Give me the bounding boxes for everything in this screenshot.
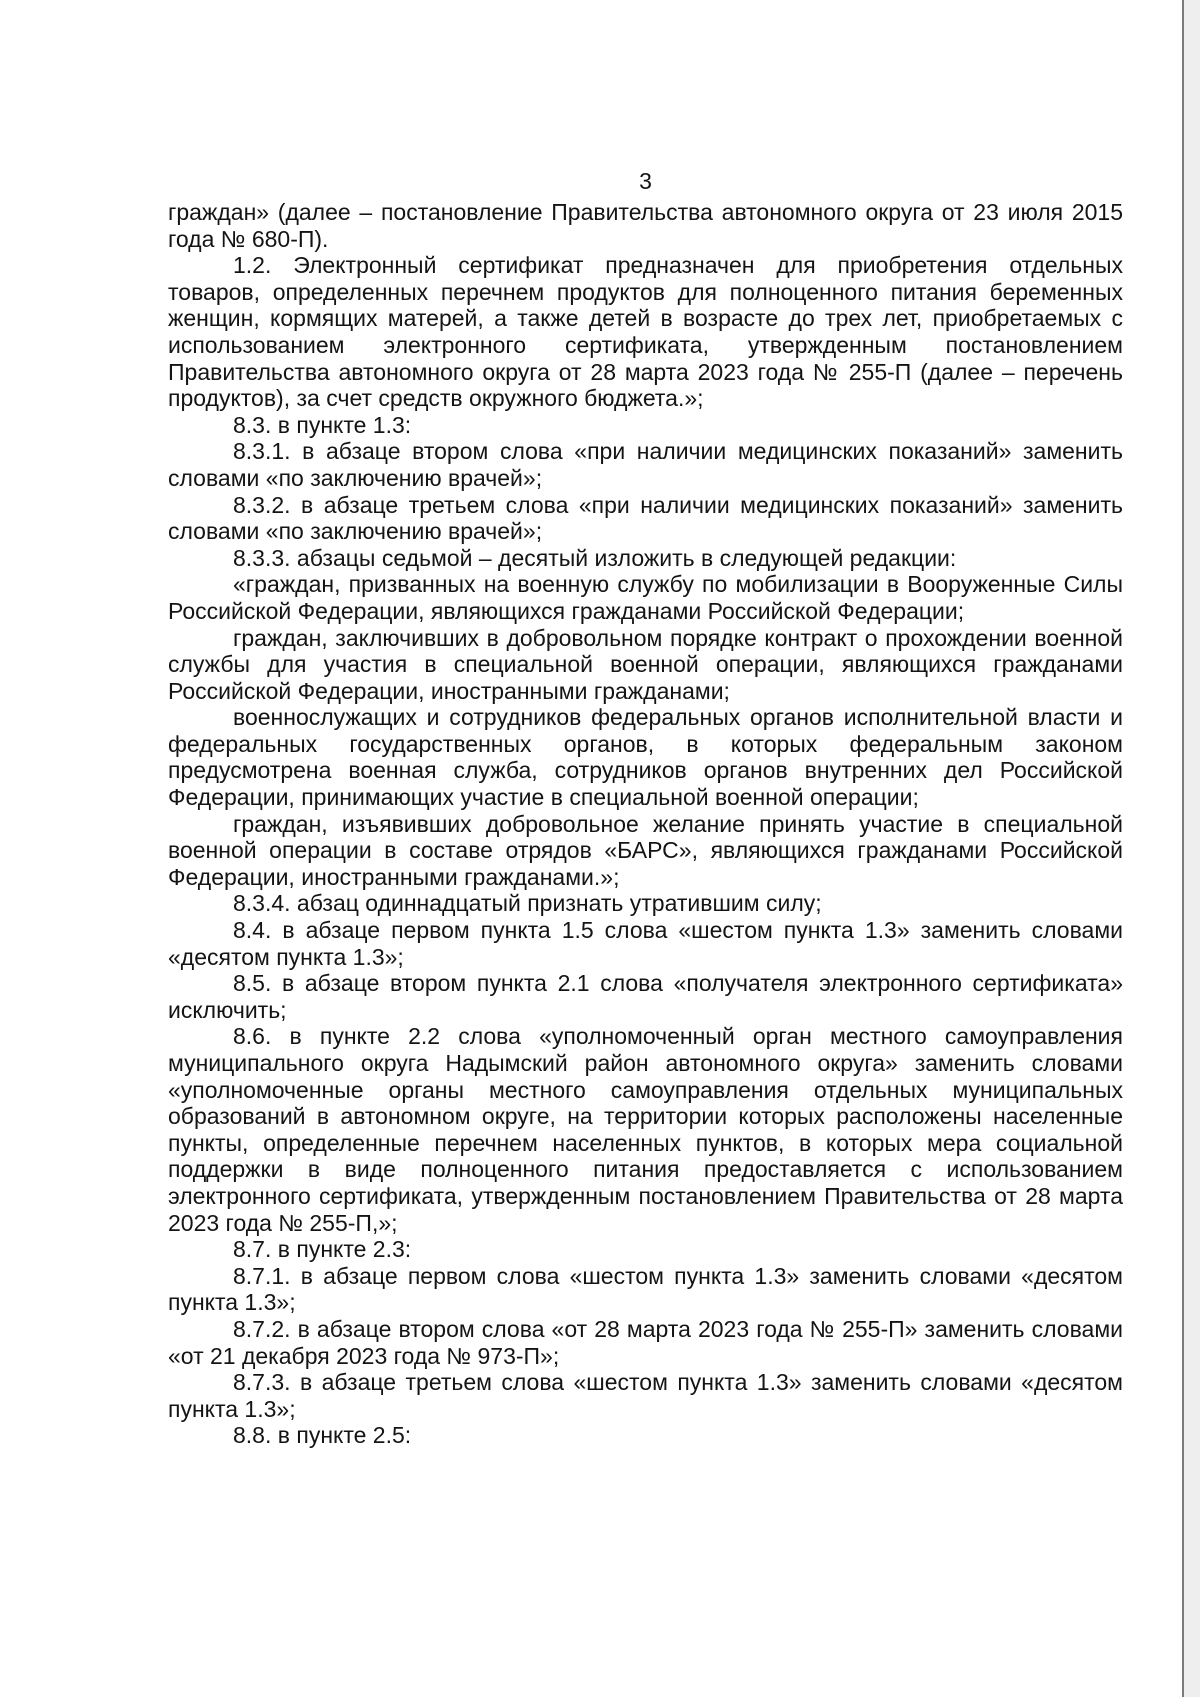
paragraph-contract-citizens: граждан, заключивших в добровольном порядке контракт о прохождении военной службы для участия в специальной военной операции, являющихся гражданами Российской Федерации, иностранными гражданами; — [168, 624, 1123, 704]
paragraph-8-7-2: 8.7.2. в абзаце втором слова «от 28 марта 2023 года № 255-П» заменить словами «от 21 декабря 2023 года № 973-П»; — [168, 1315, 1123, 1369]
paragraph-continuation: граждан» (далее – постановление Правительства автономного округа от 23 июля 2015 года № 680-П). — [168, 199, 1123, 252]
paragraph-1-2: 1.2. Электронный сертификат предназначен для приобретения отдельных товаров, определенных перечнем продуктов для полноценного питания беременных женщин, кормящих матерей, а также детей в возрасте до трех лет, приобретаемых с использованием электронного сертификата, утвержденным постановлением Правительства автономного округа от 28 марта 2023 года № 255-П (далее – перечень продуктов), за счет средств окружного бюджета.»; — [168, 252, 1123, 412]
document-page — [168, 168, 1123, 1449]
paragraph-8-7-1: 8.7.1. в абзаце первом слова «шестом пункта 1.3» заменить словами «десятом пункта 1.3»; — [168, 1262, 1123, 1316]
paragraph-mobilized-citizens: «граждан, призванных на военную службу по мобилизации в Вооруженные Силы Российской Федерации, являющихся гражданами Российской Федерации; — [168, 571, 1123, 624]
paragraph-8-7-3: 8.7.3. в абзаце третьем слова «шестом пункта 1.3» заменить словами «десятом пункта 1.3»; — [168, 1369, 1123, 1422]
paragraph-8-7: 8.7. в пункте 2.3: — [233, 1236, 412, 1263]
paragraph-8-5: 8.5. в абзаце втором пункта 2.1 слова «получателя электронного сертификата» исключить; — [168, 970, 1123, 1023]
scan-page-edge — [1182, 0, 1184, 1697]
scan-margin-strip — [1184, 0, 1200, 1697]
paragraph-8-3: 8.3. в пункте 1.3: — [233, 411, 412, 438]
paragraph-8-4: 8.4. в абзаце первом пункта 1.5 слова «шестом пункта 1.3» заменить словами «десятом пункта 1.3»; — [168, 917, 1123, 970]
paragraph-8-8: 8.8. в пункте 2.5: — [233, 1422, 412, 1449]
paragraph-8-6: 8.6. в пункте 2.2 слова «уполномоченный орган местного самоуправления муниципального округа Надымский район автономного округа» заменить словами «уполномоченные органы местного самоуправления отдельных муниципальных образований в автономном округе, на территории которых расположены населенные пункты, определенные перечнем населенных пунктов, в которых мера социальной поддержки в виде полноценного питания предоставляется с использованием электронного сертификата, утвержденным постановлением Правительства от 28 марта 2023 года № 255-П,»; — [168, 1023, 1123, 1236]
paragraph-8-3-3: 8.3.3. абзацы седьмой – десятый изложить в следующей редакции: — [233, 544, 957, 571]
paragraph-bars-volunteers: граждан, изъявивших добровольное желание принять участие в специальной военной операции в составе отрядов «БАРС», являющихся гражданами Российской Федерации, иностранными гражданами.»; — [168, 810, 1123, 890]
paragraph-servicemen: военнослужащих и сотрудников федеральных органов исполнительной власти и федеральных государственных органов, в которых федеральным законом предусмотрена военная служба, сотрудников органов внутренних дел Российской Федерации, принимающих участие в специальной военной операции; — [168, 704, 1123, 811]
paragraph-8-3-1: 8.3.1. в абзаце втором слова «при наличии медицинских показаний» заменить словами «по заключению врачей»; — [168, 438, 1123, 491]
page-number: 3 — [639, 168, 652, 194]
paragraph-8-3-4: 8.3.4. абзац одиннадцатый признать утратившим силу; — [233, 890, 822, 917]
paragraph-8-3-2: 8.3.2. в абзаце третьем слова «при наличии медицинских показаний» заменить словами «по заключению врачей»; — [168, 491, 1123, 545]
